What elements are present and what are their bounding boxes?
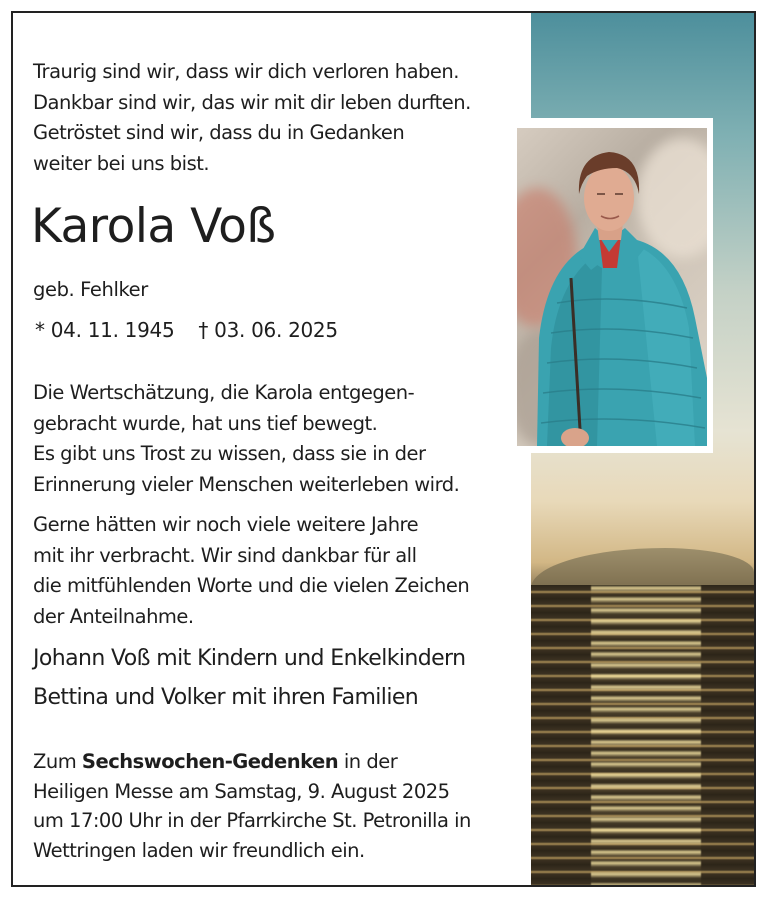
birth-date: * 04. 11. 1945 <box>35 318 175 342</box>
birth-name: geb. Fehlker <box>33 278 148 301</box>
thanks-paragraph <box>33 510 523 632</box>
info-line <box>33 747 523 777</box>
gratitude-line: Die Wertschätzung, die Karola entgegen- <box>33 381 415 404</box>
intro-verse <box>33 57 523 179</box>
gratitude-line: Erinnerung vieler Menschen weiterleben wird. <box>33 472 460 496</box>
portrait-frame <box>510 118 713 453</box>
intro-line: weiter bei uns bist. <box>33 151 210 175</box>
info-line: Wettringen laden wir freundlich ein. <box>33 838 365 862</box>
info-line: um 17:00 Uhr in der Pfarrkirche St. Petronilla in <box>33 809 471 832</box>
gratitude-line: Es gibt uns Trost zu wissen, dass sie in der <box>33 442 426 465</box>
portrait-figure <box>517 128 707 446</box>
memorial-service-info <box>33 747 523 865</box>
thanks-line: der Anteilnahme. <box>33 604 194 628</box>
death-date: † 03. 06. 2025 <box>198 318 338 342</box>
gratitude-line: gebracht wurde, hat uns tief bewegt. <box>33 411 378 435</box>
info-text: in der <box>338 750 398 773</box>
thanks-line: mit ihr verbracht. Wir sind dankbar für all <box>33 543 417 567</box>
obituary-notice <box>11 11 756 887</box>
life-dates <box>35 315 338 345</box>
portrait-photo <box>517 128 707 446</box>
thanks-line: Gerne hätten wir noch viele weitere Jahre <box>33 513 419 536</box>
info-line: Heiligen Messe am Samstag, 9. August 2025 <box>33 779 450 803</box>
distant-hills <box>531 548 754 588</box>
family-signature <box>33 639 528 717</box>
text-column <box>13 13 531 885</box>
sun-reflection <box>591 585 701 885</box>
deceased-name: Karola Voß <box>31 199 276 254</box>
family-line: Bettina und Volker mit ihren Familien <box>33 685 419 710</box>
intro-line: Getröstet sind wir, dass du in Gedanken <box>33 121 405 144</box>
thanks-line: die mitfühlenden Worte und die vielen Zeichen <box>33 574 470 597</box>
service-name: Sechswochen-Gedenken <box>81 750 339 773</box>
family-line: Johann Voß mit Kindern und Enkelkindern <box>33 646 466 671</box>
info-text: Zum <box>33 750 82 773</box>
gratitude-paragraph <box>33 378 523 500</box>
intro-line: Dankbar sind wir, das wir mit dir leben durften. <box>33 90 471 114</box>
intro-line: Traurig sind wir, dass wir dich verloren haben. <box>33 60 459 83</box>
